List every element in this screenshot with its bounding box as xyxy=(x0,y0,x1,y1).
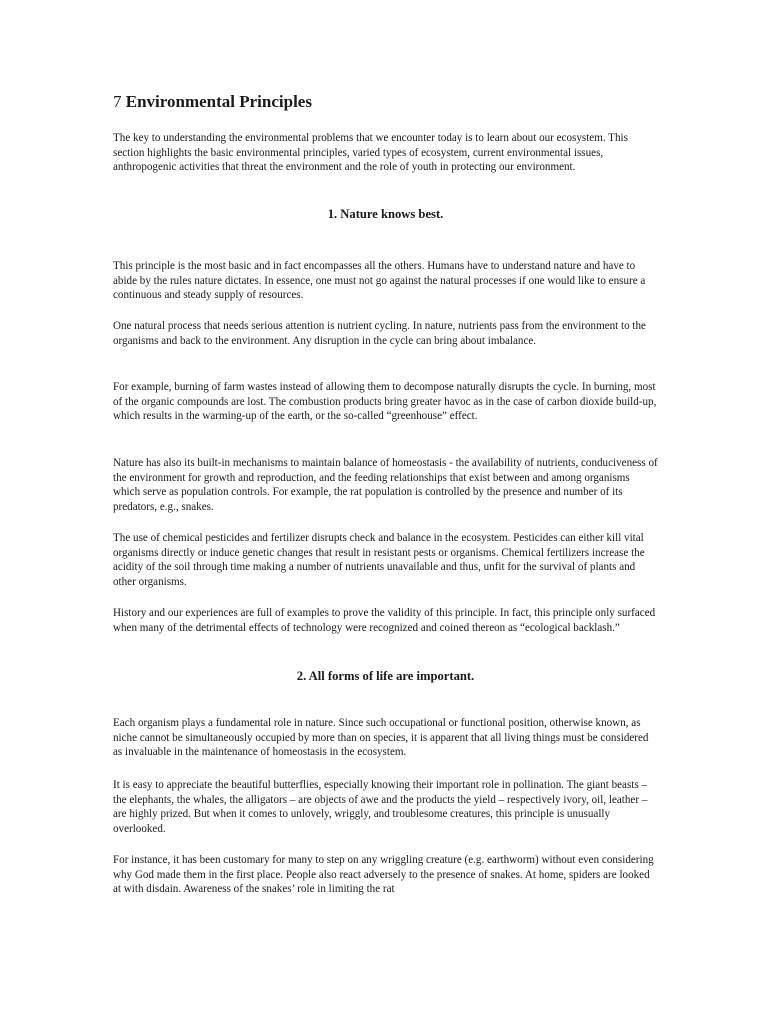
section-1-heading: 1. Nature knows best. xyxy=(327,207,444,221)
section-2-paragraph-2: It is easy to appreciate the beautiful butterflies, especially knowing their important role in pollination. The giant beasts – the elephants, the whales, the alligators – are objects of awe and the products the yield – respectively ivory, oil, leather – are highly prized. But when it comes to unlovely, wriggly, and troublesome creatures, this principle is unusually overlooked. xyxy=(113,779,648,835)
section-1-paragraph-6: History and our experiences are full of examples to prove the validity of this principle. In fact, this principle only surfaced when many of the detrimental effects of technology were recognized and coined thereon as “ecological backlash.” xyxy=(113,607,656,634)
title-text: Environmental Principles xyxy=(125,92,312,111)
section-1-paragraph-5: The use of chemical pesticides and fertilizer disrupts check and balance in the ecosystem. Pesticides can either kill vital organisms directly or induce genetic changes that result in resistant pests or organisms. Chemical fertilizers increase the acidity of the soil through time making a number of nutrients unavailable and thus, unfit for the survival of plants and other organisms. xyxy=(113,532,645,588)
section-2-paragraph-3: For instance, it has been customary for many to step on any wriggling creature (e.g. earthworm) without even considering why God made them in the first place. People also react adversely to the presence of snakes. At home, spiders are looked at with disdain. Awareness of the snakes’ role in limiting the rat xyxy=(113,854,654,896)
intro-paragraph: The key to understanding the environmental problems that we encounter today is to learn about our ecosystem. This section highlights the basic environmental principles, varied types of ecosystem, current environmental issues, anthropogenic activities that threat the environment and the role of youth in protecting our environment. xyxy=(113,132,628,174)
section-2-paragraph-1: Each organism plays a fundamental role in nature. Since such occupational or functional position, otherwise known, as niche cannot be simultaneously occupied by more than on species, it is apparent that all living things must be considered as invaluable in the maintenance of homeostasis in the ecosystem. xyxy=(113,717,649,759)
title-number: 7 xyxy=(113,92,122,111)
section-1-paragraph-2: One natural process that needs serious attention is nutrient cycling. In nature, nutrients pass from the environment to the organisms and back to the environment. Any disruption in the cycle can bring about imbalance. xyxy=(113,320,646,347)
section-1-paragraph-3: For example, burning of farm wastes instead of allowing them to decompose naturally disrupts the cycle. In burning, most of the organic compounds are lost. The combustion products bring greater havoc as in the case of carbon dioxide build-up, which results in the warming-up of the earth, or the so-called “greenhouse” effect. xyxy=(113,381,657,423)
section-2-heading: 2. All forms of life are important. xyxy=(296,669,475,683)
section-1-paragraph-4: Nature has also its built-in mechanisms to maintain balance of homeostasis - the availability of nutrients, conduciveness of the environment for growth and reproduction, and the feeding relationships that exist between and among organisms which serve as population controls. For example, the rat population is controlled by the presence and number of its predators, e.g., snakes. xyxy=(113,457,658,513)
page-title xyxy=(113,92,312,112)
section-1-paragraph-1: This principle is the most basic and in fact encompasses all the others. Humans have to understand nature and have to abide by the rules nature dictates. In essence, one must not go against the natural processes if one would like to ensure a continuous and steady supply of resources. xyxy=(113,260,646,302)
